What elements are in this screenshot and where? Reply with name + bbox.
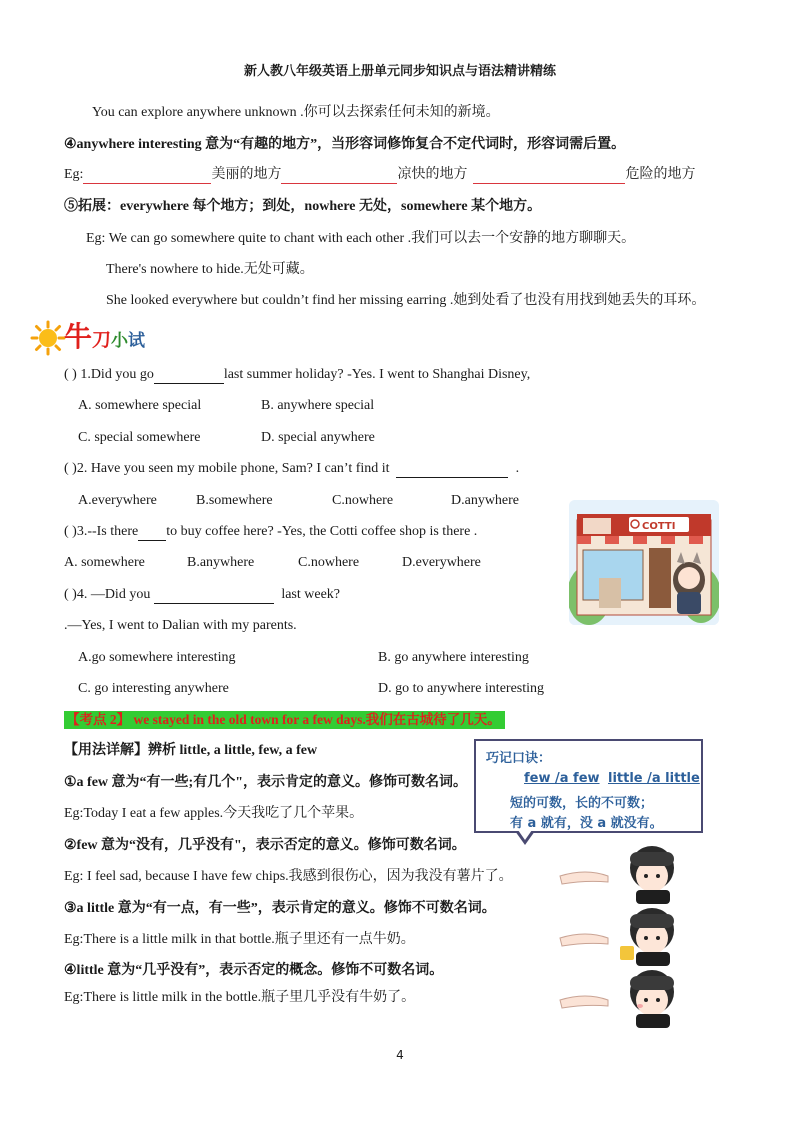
rule-5: ⑤拓展：everywhere 每个地方；到处，nowhere 无处，somewhere 某个地方。 (64, 199, 542, 214)
q3-option-a[interactable]: A. somewhere (64, 555, 145, 570)
page-header: 新人教八年级英语上册单元同步知识点与语法精讲精练 (243, 64, 556, 79)
tip-line-2: 短的可数，长的不可数； (510, 796, 654, 811)
q1-blank[interactable] (154, 370, 224, 384)
usage-title: 【用法详解】辨析 little, a little, few, a few (64, 743, 318, 758)
q3-option-c[interactable]: C.nowhere (298, 555, 360, 570)
q4-option-b[interactable]: B. go anywhere interesting (378, 650, 529, 665)
question-3: ( )3.--Is there to buy coffee here? -Yes, the Cotti coffee shop is there . (64, 524, 478, 539)
q2-option-a[interactable]: A.everywhere (78, 493, 157, 508)
rule-few-example: Eg: I feel sad, because I have few chips.我感到很伤心，因为我没有薯片了。 (64, 869, 513, 884)
rule-few: ②few 意为“没有，几乎没有"，表示否定的意义。修饰可数名词。 (64, 838, 466, 853)
q4-option-c[interactable]: C. go interesting anywhere (78, 681, 229, 696)
extension-example-2: There's nowhere to hide.无处可藏。 (106, 262, 314, 277)
extension-example-1: Eg: We can go somewhere quite to chant with each other .我们可以去一个安静的地方聊聊天。 (86, 231, 636, 246)
question-2: ( )2. Have you seen my mobile phone, Sam? I can’t find it . (64, 461, 520, 476)
rule-a-little-example: Eg:There is a little milk in that bottle.瓶子里还有一点牛奶。 (64, 932, 415, 947)
question-1: ( ) 1.Did you go last summer holiday? -Yes. I went to Shanghai Disney, (64, 367, 531, 382)
eg-label: Eg: (64, 167, 84, 182)
q3-blank[interactable] (138, 527, 166, 541)
key-point-2: 【考点 2】 we stayed in the old town for a few days.我们在古城待了几天。 (64, 712, 505, 728)
q4-blank[interactable] (154, 590, 274, 604)
rule-a-few-example: Eg:Today I eat a few apples.今天我吃了几个苹果。 (64, 806, 364, 821)
eg-phrase-3: 危险的地方 (625, 167, 696, 182)
q2-option-c[interactable]: C.nowhere (332, 493, 394, 508)
rule-a-little: ③a little 意为“有一点，有一些”，表示肯定的意义。修饰不可数名词。 (64, 901, 496, 916)
q4-option-a[interactable]: A.go somewhere interesting (78, 650, 236, 665)
blank-2[interactable] (281, 170, 397, 184)
rule-4: ④anywhere interesting 意为“有趣的地方”，当形容词修饰复合不定代词时，形容词需后置。 (64, 137, 626, 152)
q1-option-a[interactable]: A. somewhere special (78, 398, 202, 413)
character-2 (560, 908, 674, 966)
tip-little: little /a little (608, 771, 700, 786)
q2-option-d[interactable]: D.anywhere (451, 493, 520, 508)
q1-option-c[interactable]: C. special somewhere (78, 430, 201, 445)
extension-example-3: She looked everywhere but couldn’t find her missing earring .她到处看了也没有用找到她丢失的耳环。 (106, 293, 706, 308)
eg-phrase-2: 凉快的地方 (397, 167, 468, 182)
sun-icon (30, 320, 66, 356)
q1-option-b[interactable]: B. anywhere special (261, 398, 375, 413)
blank-3[interactable] (473, 170, 625, 184)
rule-little-example: Eg:There is little milk in the bottle.瓶子里几乎没有牛奶了。 (64, 990, 416, 1005)
eg-phrase-1: 美丽的地方 (211, 167, 282, 182)
page-number: 4 (396, 1048, 404, 1062)
tip-line-3: 有 a 就有，没 a 就没有。 (510, 816, 663, 831)
example-line: You can explore anywhere unknown .你可以去探索任何未知的新境。 (92, 105, 500, 120)
rule-little: ④little 意为“几乎没有”，表示否定的概念。修饰不可数名词。 (64, 963, 444, 978)
rule-a-few: ①a few 意为“有一些;有几个"，表示肯定的意义。修饰可数名词。 (64, 775, 467, 790)
q2-blank[interactable] (396, 464, 508, 478)
mnemonic-tip-box (474, 739, 703, 833)
eg-fill-line (64, 167, 695, 184)
q3-option-b[interactable]: B.anywhere (187, 555, 255, 570)
q3-option-d[interactable]: D.everywhere (402, 555, 481, 570)
q1-option-d[interactable]: D. special anywhere (261, 430, 375, 445)
q2-option-b[interactable]: B.somewhere (196, 493, 273, 508)
tip-few: few /a few (524, 771, 600, 786)
q4-option-d[interactable]: D. go to anywhere interesting (378, 681, 545, 696)
q4-reply: .—Yes, I went to Dalian with my parents. (64, 618, 297, 633)
question-4: ( )4. —Did you last week? (64, 587, 341, 602)
tip-title: 巧记口诀： (486, 751, 552, 766)
character-3 (560, 970, 674, 1028)
character-illustration (556, 840, 691, 1030)
blank-1[interactable] (83, 170, 211, 184)
shop-sign: COTTI (642, 521, 676, 532)
section-title: 牛刀小试 (64, 320, 146, 353)
character-1 (560, 846, 674, 904)
coffee-shop-illustration (569, 500, 719, 625)
